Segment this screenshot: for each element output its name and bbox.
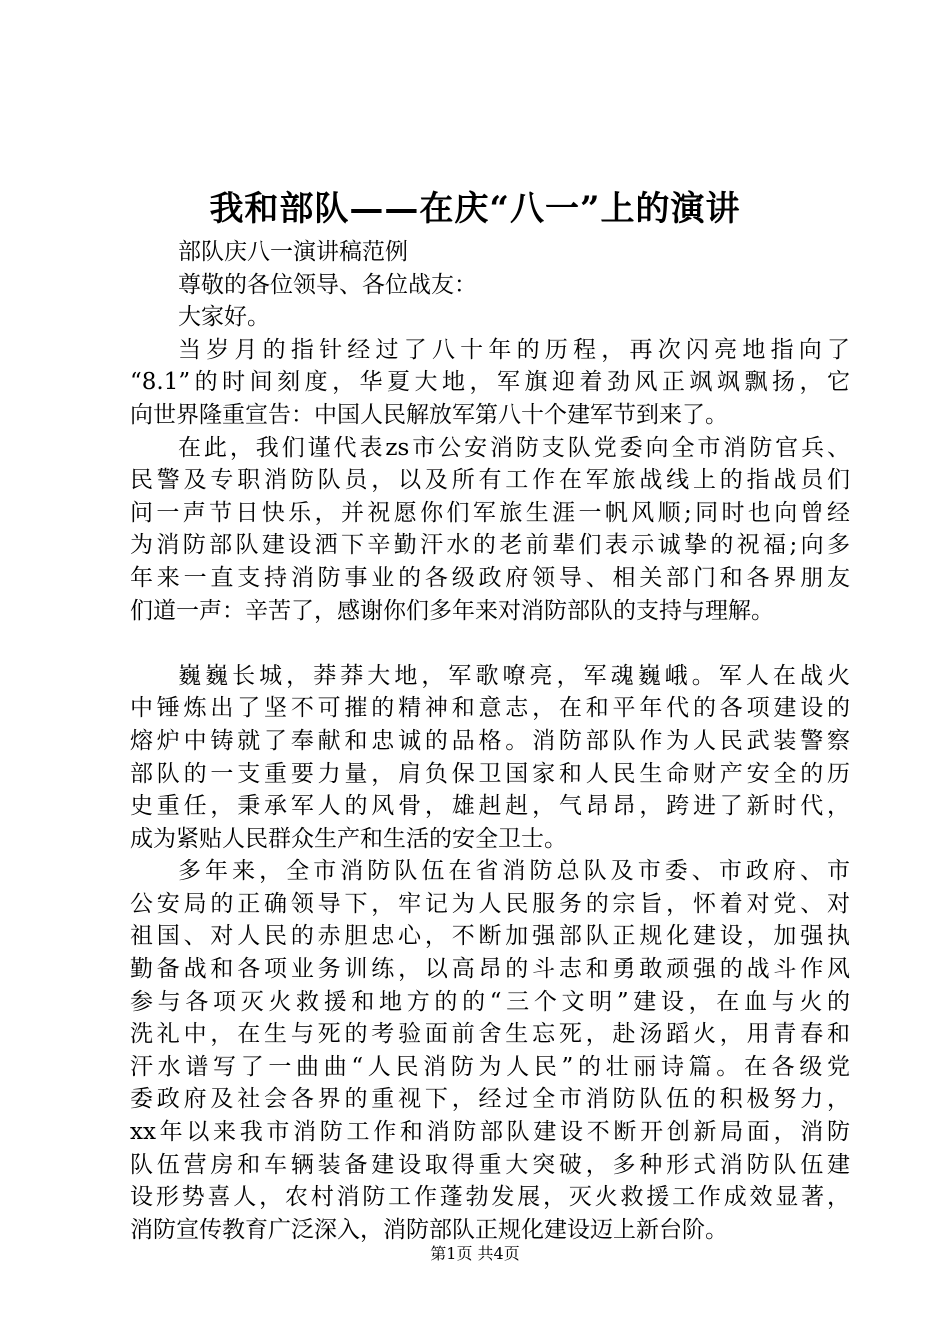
text-line: 熔炉中铸就了奉献和忠诚的品格。消防部队作为人民武装警察 [130, 727, 850, 754]
text-line: 委政府及社会各界的重视下，经过全市消防队伍的积极努力， [130, 1086, 850, 1113]
greeting-paragraph [130, 301, 850, 334]
text-line: 洗礼中，在生与死的考验面前舍生忘死，赴汤蹈火，用青春和 [130, 1021, 850, 1048]
text-line: 为消防部队建设洒下辛勤汗水的老前辈们表示诚挚的祝福;向多 [130, 532, 850, 559]
body-paragraph-2 [130, 432, 850, 628]
text-line: 巍巍长城，莽莽大地，军歌嘹亮，军魂巍峨。军人在战火 [178, 662, 850, 689]
text-line: 队伍营房和车辆装备建设取得重大突破，多种形式消防队伍建 [130, 1151, 850, 1178]
text-line: 部队的一支重要力量，肩负保卫国家和人民生命财产安全的历 [130, 760, 850, 787]
text-line: 年来一直支持消防事业的各级政府领导、相关部门和各界朋友 [130, 564, 850, 591]
page-number-footer: 第1页 共4页 [430, 1244, 520, 1263]
text-line: 成为紧贴人民群众生产和生活的安全卫士。 [130, 825, 567, 852]
text-line: 们道一声：辛苦了，感谢你们多年来对消防部队的支持与理解。 [130, 597, 774, 624]
text-line: 设形势喜人，农村消防工作蓬勃发展，灭火救援工作成效显著， [130, 1184, 850, 1211]
text-line: “8.1”的时间刻度，华夏大地，军旗迎着劲风正飒飒飘扬，它 [130, 369, 850, 396]
text-line: 部队庆八一演讲稿范例 [178, 239, 408, 265]
text-line: 祖国、对人民的赤胆忠心，不断加强部队正规化建设，加强执 [130, 923, 850, 950]
body-paragraph-4 [130, 855, 850, 1246]
subtitle-paragraph [130, 236, 850, 269]
paragraph-spacer [130, 627, 850, 660]
body-paragraph-3 [130, 660, 850, 856]
text-line: 中锤炼出了坚不可摧的精神和意志，在和平年代的各项建设的 [130, 695, 850, 722]
text-line: 勤备战和各项业务训练，以高昂的斗志和勇敢顽强的战斗作风 [130, 956, 850, 983]
text-line: 向世界隆重宣告：中国人民解放军第八十个建军节到来了。 [130, 401, 728, 428]
text-line: 当岁月的指针经过了八十年的历程，再次闪亮地指向了 [178, 336, 850, 363]
text-line: 参与各项灭火救援和地方的的“三个文明”建设，在血与火的 [130, 988, 850, 1015]
text-line: 公安局的正确领导下，牢记为人民服务的宗旨，怀着对党、对 [130, 890, 850, 917]
document-title: 我和部队——在庆“八一”上的演讲 [209, 189, 741, 229]
text-line: 尊敬的各位领导、各位战友： [178, 271, 477, 298]
text-line: 多年来，全市消防队伍在省消防总队及市委、市政府、市 [178, 858, 850, 885]
text-line: 在此，我们谨代表zs市公安消防支队党委向全市消防官兵、 [178, 434, 850, 461]
body-paragraph-1 [130, 334, 850, 432]
document-body [130, 236, 850, 1246]
text-line: 史重任，秉承军人的风骨，雄赳赳，气昂昂，跨进了新时代， [130, 793, 850, 820]
text-line: 大家好。 [178, 304, 270, 331]
text-line: 消防宣传教育广泛深入，消防部队正规化建设迈上新台阶。 [130, 1216, 728, 1243]
text-line: 民警及专职消防队员，以及所有工作在军旅战线上的指战员们 [130, 467, 850, 494]
salutation-paragraph [130, 269, 850, 302]
text-line: 汗水谱写了一曲曲“人民消防为人民”的壮丽诗篇。在各级党 [130, 1053, 850, 1080]
text-line: xx年以来我市消防工作和消防部队建设不断开创新局面，消防 [130, 1119, 850, 1146]
text-line: 问一声节日快乐，并祝愿你们军旅生涯一帆风顺;同时也向曾经 [130, 499, 850, 526]
